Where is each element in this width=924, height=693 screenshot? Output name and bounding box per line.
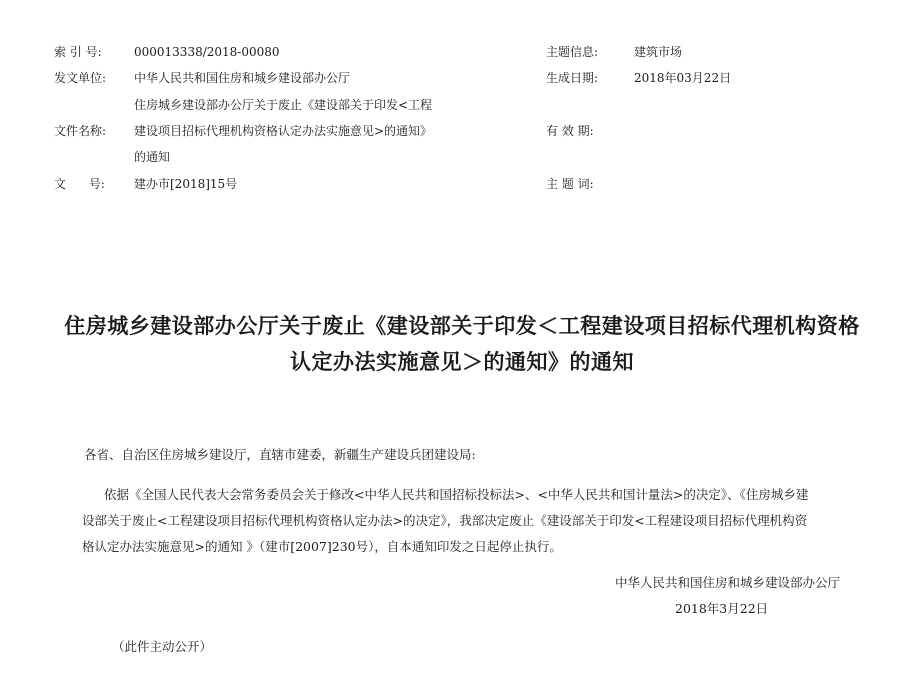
meta-topic-value: 建筑市场 bbox=[634, 45, 683, 59]
public-note: （此件主动公开） bbox=[112, 639, 213, 654]
meta-issuer-label: 发文单位: bbox=[54, 71, 107, 85]
meta-index-value: 000013338/2018-00080 bbox=[134, 45, 280, 59]
meta-issuer-value: 中华人民共和国住房和城乡建设部办公厅 bbox=[134, 71, 351, 85]
meta-docno-value: 建办市[2018]15号 bbox=[134, 177, 238, 191]
document-title-line-2: 认定办法实施意见＞的通知》的通知 bbox=[290, 349, 634, 374]
paragraph-line-3: 格认定办法实施意见>的通知 》（建市[2007]230号），自本通知印发之日起停止执行。 bbox=[82, 539, 562, 554]
meta-docno-label: 文 号: bbox=[54, 177, 105, 191]
meta-validity-label: 有 效 期: bbox=[546, 124, 594, 138]
signature-issuer: 中华人民共和国住房和城乡建设部办公厅 bbox=[614, 575, 840, 590]
meta-docname-label: 文件名称: bbox=[54, 124, 107, 138]
salutation: 各省、自治区住房城乡建设厅，直辖市建委，新疆生产建设兵团建设局: bbox=[84, 447, 476, 462]
meta-date-value: 2018年03月22日 bbox=[634, 71, 732, 85]
paragraph-line-2: 设部关于废止<工程建设项目招标代理机构资格认定办法>的决定》，我部决定废止《建设部关于印发<工程建设项目招标代理机构资 bbox=[82, 513, 808, 528]
meta-date-label: 生成日期: bbox=[546, 71, 599, 85]
meta-docname-line-1: 住房城乡建设部办公厅关于废止《建设部关于印发<工程 bbox=[134, 98, 433, 112]
meta-keywords-label: 主 题 词: bbox=[546, 177, 594, 191]
signature-date: 2018年3月22日 bbox=[675, 601, 769, 616]
meta-docname-line-3: 的通知 bbox=[134, 150, 171, 164]
paragraph-line-1: 依据《全国人民代表大会常务委员会关于修改<中华人民共和国招标投标法>、<中华人民共和国计量法>的决定》、《住房城乡建 bbox=[104, 487, 809, 502]
document-title-line-1: 住房城乡建设部办公厅关于废止《建设部关于印发＜工程建设项目招标代理机构资格 bbox=[64, 313, 860, 338]
meta-index-label: 索 引 号: bbox=[54, 45, 102, 59]
meta-topic-label: 主题信息: bbox=[546, 45, 599, 59]
meta-docname-line-2: 建设项目招标代理机构资格认定办法实施意见>的通知》 bbox=[134, 124, 433, 138]
